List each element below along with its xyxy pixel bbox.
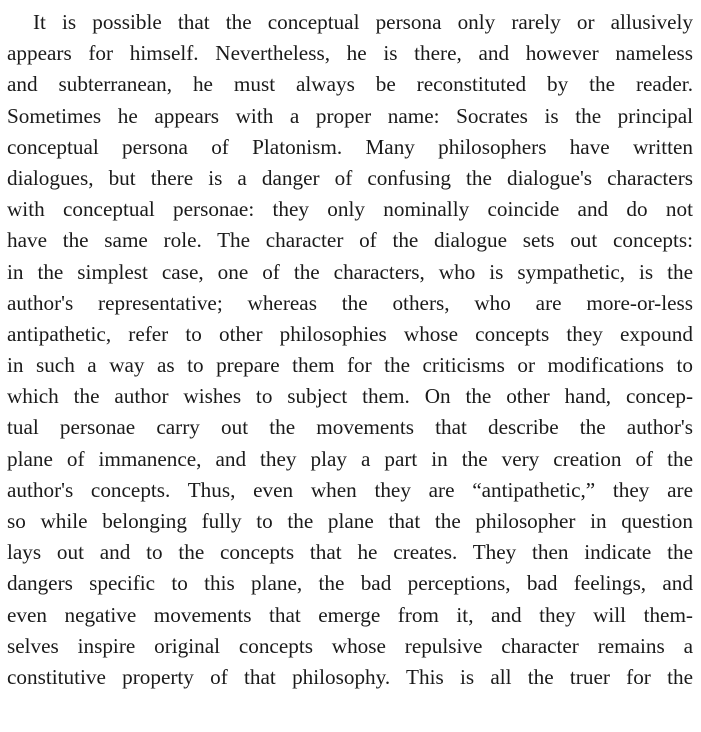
text-line: in the simplest case, one of the characters, who is sympathetic, is the: [7, 259, 693, 284]
text-line: It is possible that the conceptual persona only rarely or allusively: [33, 10, 693, 34]
text-line: in such a way as to prepare them for the criticisms or modifications to: [7, 353, 693, 378]
text-line: Sometimes he appears with a proper name: Socrates is the principal: [7, 103, 693, 128]
text-line: which the author wishes to subject them. On the other hand, concep-: [7, 384, 693, 409]
text-line: even negative movements that emerge from it, and they will them-: [7, 602, 693, 627]
text-line: and subterranean, he must always be reconstituted by the reader.: [7, 72, 693, 97]
body-paragraph: [7, 7, 693, 693]
text-line: so while belonging fully to the plane that the philosopher in question: [7, 509, 693, 533]
text-line: conceptual persona of Platonism. Many philosophers have written: [7, 134, 693, 159]
text-line: dangers specific to this plane, the bad perceptions, bad feelings, and: [7, 571, 693, 596]
text-line: have the same role. The character of the dialogue sets out concepts:: [7, 228, 693, 253]
text-line: constitutive property of that philosophy. This is all the truer for the: [7, 664, 693, 689]
text-line: appears for himself. Nevertheless, he is there, and however nameless: [7, 41, 693, 66]
text-line: selves inspire original concepts whose repulsive character remains a: [7, 633, 693, 658]
text-line: lays out and to the concepts that he creates. They then indicate the: [7, 540, 693, 565]
text-line: dialogues, but there is a danger of confusing the dialogue's characters: [7, 165, 693, 190]
text-line: tual personae carry out the movements that describe the author's: [7, 415, 693, 440]
text-line: author's representative; whereas the others, who are more-or-less: [7, 290, 693, 315]
text-line: with conceptual personae: they only nominally coincide and do not: [7, 197, 693, 222]
text-line: plane of immanence, and they play a part in the very creation of the: [7, 446, 693, 471]
text-line: author's concepts. Thus, even when they are “antipathetic,” they are: [7, 477, 693, 502]
text-line: antipathetic, refer to other philosophies whose concepts they expound: [7, 321, 693, 346]
